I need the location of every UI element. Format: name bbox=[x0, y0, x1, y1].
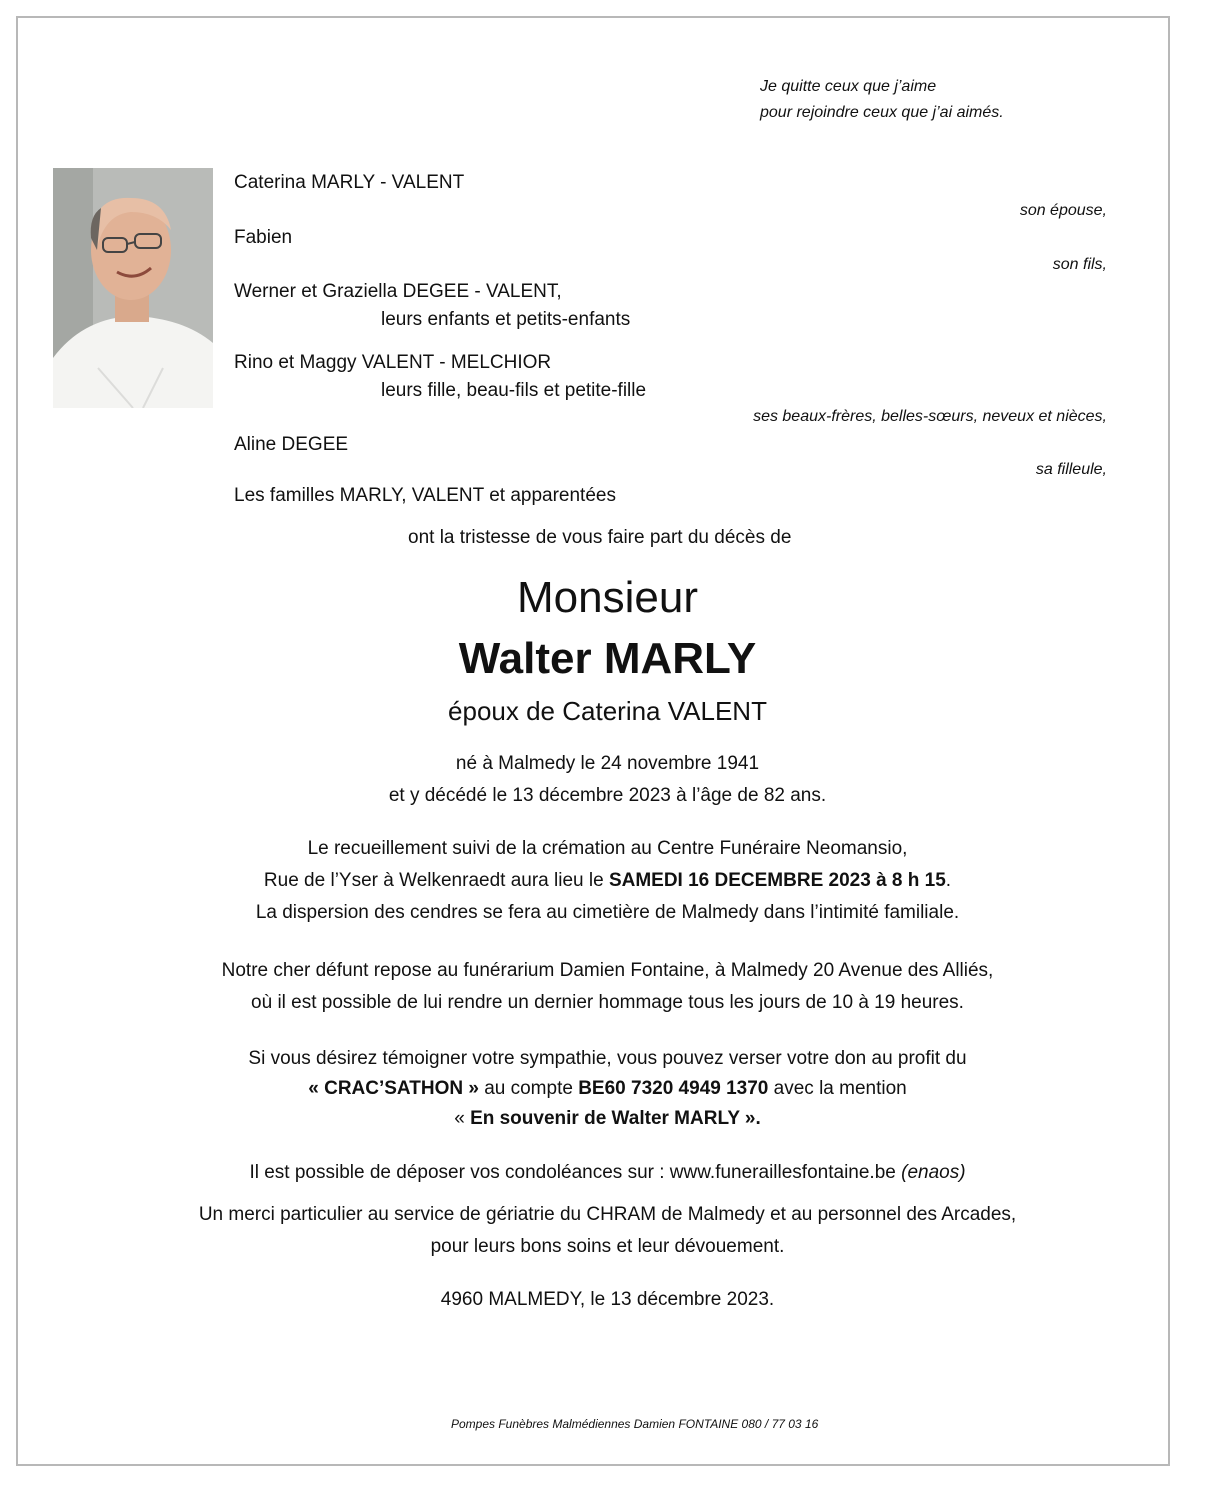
ceremony-location: Rue de l’Yser à Welkenraedt aura lieu le bbox=[263, 870, 609, 891]
ceremony-block bbox=[0, 833, 1215, 929]
relation-in-laws: ses beaux-frères, belles-sœurs, neveux et nièces, bbox=[753, 408, 1107, 425]
donation-account-suffix: avec la mention bbox=[768, 1078, 907, 1099]
portrait-illustration bbox=[53, 168, 213, 408]
donation-charity: « CRAC’SATHON » bbox=[308, 1078, 479, 1099]
quote-line-2: pour rejoindre ceux que j’ai aimés. bbox=[760, 104, 1004, 121]
donation-block bbox=[0, 1044, 1215, 1134]
condolences-line bbox=[0, 1157, 1215, 1189]
family-couple-2: Rino et Maggy VALENT - MELCHIOR bbox=[234, 352, 552, 373]
family-goddaughter: Aline DEGEE bbox=[234, 434, 349, 455]
relation-spouse: son épouse, bbox=[1019, 202, 1107, 219]
condolences-text: Il est possible de déposer vos condoléances sur : www.funeraillesfontaine.be bbox=[249, 1162, 902, 1183]
relation-son: son fils, bbox=[1052, 256, 1107, 273]
rest-line-2: où il est possible de lui rendre un dernier hommage tous les jours de 10 à 19 heures. bbox=[251, 992, 964, 1013]
deceased-spouse-of: époux de Caterina VALENT bbox=[448, 696, 767, 726]
ceremony-line-2 bbox=[0, 865, 1215, 897]
relation-goddaughter: sa filleule, bbox=[1035, 461, 1107, 478]
donation-line-1: Si vous désirez témoigner votre sympathie, vous pouvez verser votre don au profit du bbox=[248, 1048, 967, 1069]
donation-mention-open: « bbox=[454, 1108, 471, 1129]
rest-block bbox=[0, 955, 1215, 1019]
ceremony-line-1: Le recueillement suivi de la crémation au Centre Funéraire Neomansio, bbox=[307, 838, 908, 859]
family-couple-2-descendants: leurs fille, beau-fils et petite-fille bbox=[381, 380, 647, 401]
donation-account-number: BE60 7320 4949 1370 bbox=[578, 1078, 769, 1099]
portrait-photo bbox=[53, 168, 213, 408]
family-son: Fabien bbox=[234, 227, 293, 248]
donation-account-prefix: au compte bbox=[478, 1078, 579, 1099]
ceremony-line-end: . bbox=[945, 870, 952, 891]
family-spouse: Caterina MARLY - VALENT bbox=[234, 172, 465, 193]
family-couple-1-descendants: leurs enfants et petits-enfants bbox=[381, 309, 631, 330]
condolences-tag: (enaos) bbox=[901, 1162, 966, 1183]
deceased-honorific: Monsieur bbox=[517, 573, 698, 622]
family-extended: Les familles MARLY, VALENT et apparentées bbox=[234, 485, 616, 506]
donation-mention: En souvenir de Walter MARLY ». bbox=[470, 1108, 761, 1129]
ceremony-date-time: SAMEDI 16 DECEMBRE 2023 à 8 h 15 bbox=[608, 870, 946, 891]
birth-line: né à Malmedy le 24 novembre 1941 bbox=[455, 753, 760, 774]
thanks-line-1: Un merci particulier au service de gériatrie du CHRAM de Malmedy et au personnel des Arcades, bbox=[198, 1204, 1017, 1225]
deceased-name: Walter MARLY bbox=[458, 634, 757, 683]
family-couple-1: Werner et Graziella DEGEE - VALENT, bbox=[234, 281, 562, 302]
donation-line-3 bbox=[0, 1104, 1215, 1134]
rest-line-1: Notre cher défunt repose au funérarium Damien Fontaine, à Malmedy 20 Avenue des Alliés, bbox=[221, 960, 994, 981]
ceremony-line-3: La dispersion des cendres se fera au cimetière de Malmedy dans l’intimité familiale. bbox=[255, 902, 960, 923]
epigraph-quote bbox=[760, 74, 1004, 126]
birth-death-block bbox=[0, 748, 1215, 812]
donation-line-2 bbox=[0, 1074, 1215, 1104]
quote-line-1: Je quitte ceux que j’aime bbox=[760, 78, 937, 95]
announcement-line: ont la tristesse de vous faire part du décès de bbox=[408, 527, 792, 548]
thanks-line-2: pour leurs bons soins et leur dévouement. bbox=[430, 1236, 785, 1257]
footer-funeral-home: Pompes Funèbres Malmédiennes Damien FONTAINE 080 / 77 03 16 bbox=[451, 1417, 819, 1431]
thanks-block bbox=[0, 1199, 1215, 1263]
place-date: 4960 MALMEDY, le 13 décembre 2023. bbox=[440, 1289, 775, 1310]
death-line: et y décédé le 13 décembre 2023 à l’âge de 82 ans. bbox=[388, 785, 827, 806]
